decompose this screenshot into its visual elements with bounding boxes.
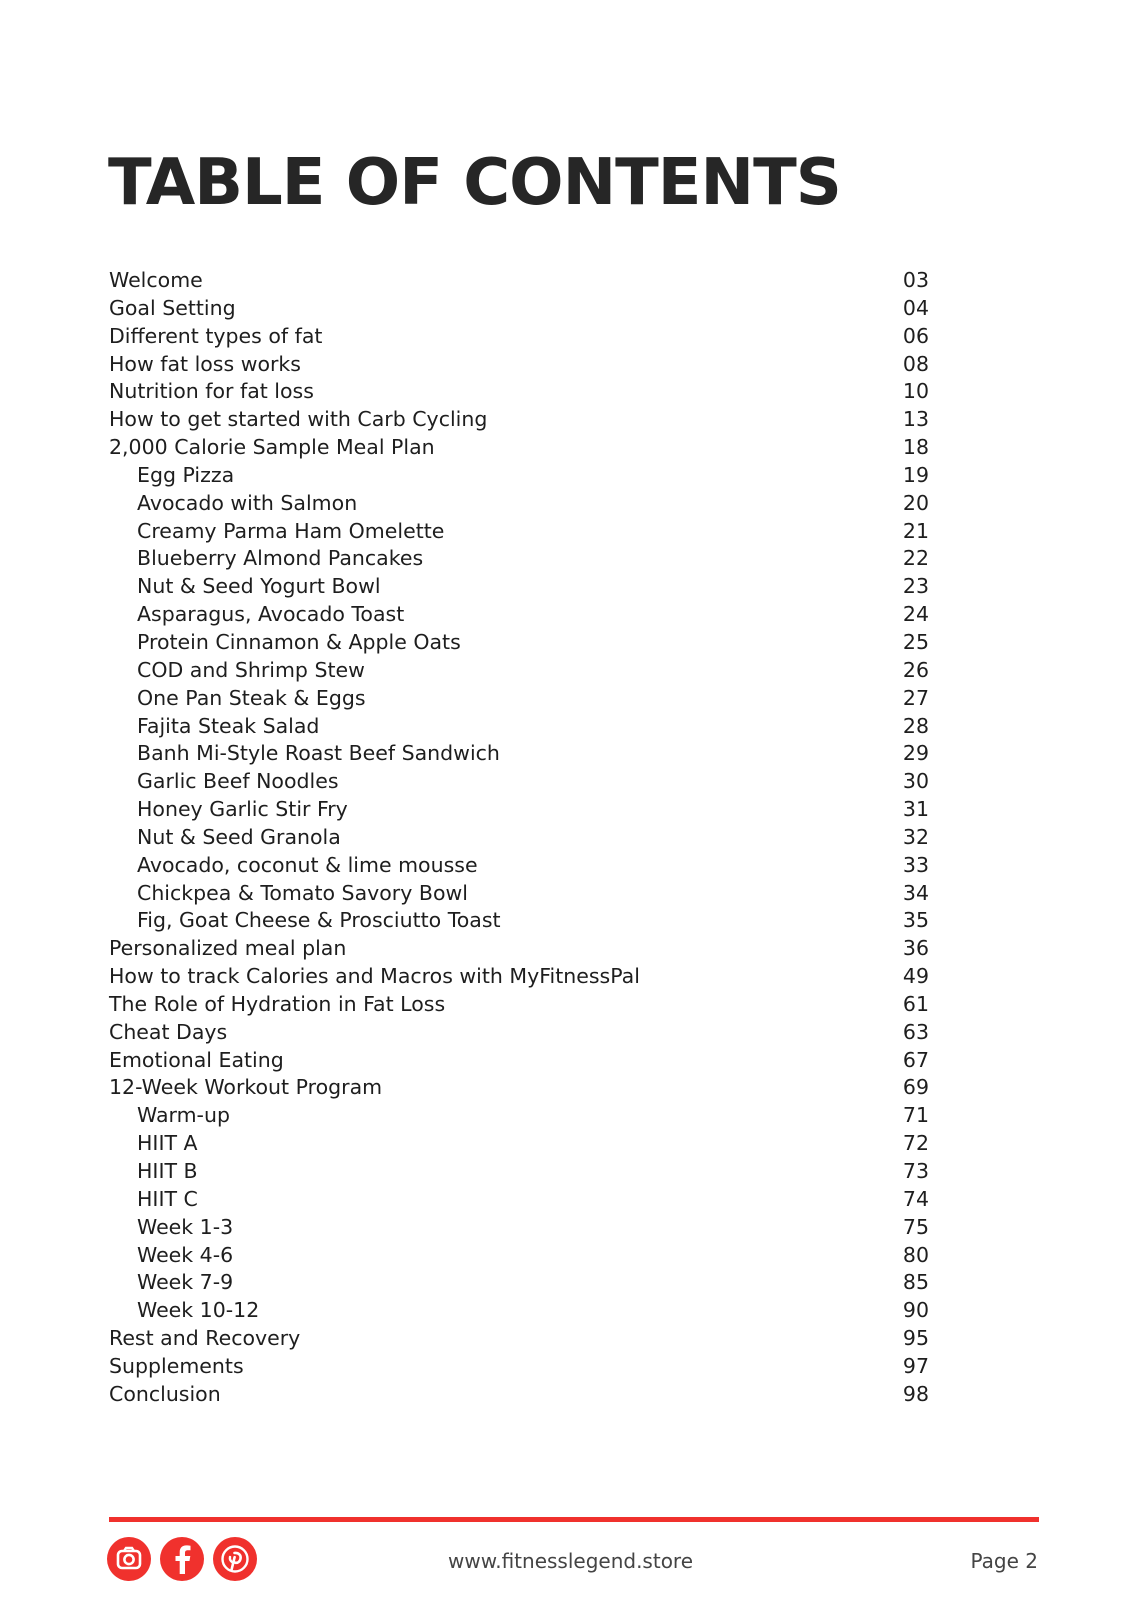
toc-entry-page: 85 [902,1270,929,1295]
toc-entry[interactable] [109,545,929,573]
toc-entry-page: 19 [902,462,929,487]
toc-entry[interactable] [109,852,929,880]
toc-entry-title: Egg Pizza [137,462,235,487]
toc-entry-title: Different types of fat [109,323,323,348]
toc-entry-page: 90 [902,1298,929,1323]
toc-entry-page: 28 [902,713,929,738]
toc-entry[interactable] [109,323,929,351]
toc-entry-title: 12-Week Workout Program [109,1075,383,1100]
toc-entry-title: HIIT C [137,1186,198,1211]
toc-entry-page: 18 [902,435,929,460]
toc-entry-page: 67 [902,1047,929,1072]
toc-entry[interactable] [109,1158,929,1186]
toc-entry-page: 21 [902,518,929,543]
toc-entry-title: Conclusion [109,1381,221,1406]
toc-entry-title: One Pan Steak & Eggs [137,685,366,710]
toc-entry[interactable] [109,1186,929,1214]
toc-entry-page: 20 [902,490,929,515]
toc-entry-title: Fig, Goat Cheese & Prosciutto Toast [137,908,501,933]
toc-entry-page: 23 [902,574,929,599]
toc-entry-page: 13 [902,407,929,432]
toc-entry-page: 98 [902,1381,929,1406]
toc-entry[interactable] [109,295,929,323]
toc-entry[interactable] [109,1381,929,1409]
toc-entry[interactable] [109,963,929,991]
toc-entry-page: 04 [902,295,929,320]
toc-entry[interactable] [109,490,929,518]
toc-entry-title: Avocado with Salmon [137,490,358,515]
toc-entry[interactable] [109,796,929,824]
toc-entry-title: Chickpea & Tomato Savory Bowl [137,880,468,905]
toc-entry-page: 03 [902,268,929,292]
toc-entry-title: Goal Setting [109,295,236,320]
toc-entry-title: Protein Cinnamon & Apple Oats [137,629,461,654]
toc-entry-title: Banh Mi-Style Roast Beef Sandwich [137,741,500,766]
toc-entry[interactable] [109,351,929,379]
toc-entry-title: Welcome [109,268,203,292]
toc-entry-title: Week 4-6 [137,1242,234,1267]
toc-entry-title: How fat loss works [109,351,301,376]
toc-entry-page: 71 [902,1103,929,1128]
toc-entry-title: 2,000 Calorie Sample Meal Plan [109,435,435,460]
toc-entry-page: 33 [902,852,929,877]
toc-entry[interactable] [109,462,929,490]
toc-entry-page: 36 [902,936,929,961]
toc-entry-page: 30 [902,769,929,794]
toc-entry-title: Nutrition for fat loss [109,379,314,404]
footer-website-url: www.fitnesslegend.store [447,1549,694,1573]
toc-entry-page: 49 [902,964,929,989]
toc-entry[interactable] [109,1353,929,1381]
toc-entry-title: Cheat Days [109,1019,228,1044]
toc-entry[interactable] [109,1269,929,1297]
toc-entry-title: Asparagus, Avocado Toast [137,602,405,627]
toc-entry-title: Personalized meal plan [109,936,347,961]
toc-entry[interactable] [109,1242,929,1270]
footer-page-number: Page 2 [970,1549,1038,1573]
toc-entry[interactable] [109,573,929,601]
toc-entry[interactable] [109,1074,929,1102]
toc-entry[interactable] [109,406,929,434]
toc-entry[interactable] [109,1019,929,1047]
toc-entry-title: Garlic Beef Noodles [137,769,339,794]
toc-entry[interactable] [109,768,929,796]
toc-entry[interactable] [109,518,929,546]
toc-entry-title: How to get started with Carb Cycling [109,407,488,432]
toc-entry-title: Honey Garlic Stir Fry [137,797,348,822]
toc-entry[interactable] [109,267,929,295]
toc-entry[interactable] [109,740,929,768]
toc-entry-page: 25 [902,629,929,654]
toc-entry[interactable] [109,629,929,657]
toc-entry-page: 97 [902,1353,929,1378]
toc-entry-title: Nut & Seed Yogurt Bowl [137,574,381,599]
toc-entry-title: Nut & Seed Granola [137,824,341,849]
toc-entry-title: Creamy Parma Ham Omelette [137,518,445,543]
toc-entry-page: 75 [902,1214,929,1239]
toc-entry-page: 80 [902,1242,929,1267]
toc-entry[interactable] [109,935,929,963]
toc-entry-page: 06 [902,323,929,348]
toc-entry-title: Week 7-9 [137,1270,234,1295]
toc-entry-title: How to track Calories and Macros with MyFitnessPal [109,964,640,989]
toc-entry-page: 34 [902,880,929,905]
toc-entry[interactable] [109,378,929,406]
toc-entry-title: COD and Shrimp Stew [137,657,365,682]
toc-entry-page: 24 [902,602,929,627]
toc-entry-title: Week 10-12 [137,1298,260,1323]
toc-entry-page: 74 [902,1186,929,1211]
toc-entry-title: The Role of Hydration in Fat Loss [109,991,446,1016]
toc-entry-page: 10 [902,379,929,404]
toc-entry[interactable] [109,434,929,462]
footer-divider [109,1517,1039,1522]
toc-entry-page: 35 [902,908,929,933]
page-title: TABLE OF CONTENTS [108,146,841,220]
toc-entry[interactable] [109,1102,929,1130]
toc-entry[interactable] [109,1325,929,1353]
toc-entry[interactable] [109,1297,929,1325]
toc-entry-page: 26 [902,657,929,682]
toc-entry-title: Emotional Eating [109,1047,284,1072]
toc-entry-page: 27 [902,685,929,710]
toc-list [109,267,929,1409]
toc-entry-title: HIIT A [137,1131,198,1156]
toc-entry[interactable] [109,907,929,935]
toc-entry-page: 31 [902,797,929,822]
toc-entry-page: 08 [902,351,929,376]
toc-entry[interactable] [109,1130,929,1158]
toc-entry[interactable] [109,657,929,685]
toc-entry-page: 29 [902,741,929,766]
toc-entry-title: Avocado, coconut & lime mousse [137,852,478,877]
toc-entry-title: Blueberry Almond Pancakes [137,546,424,571]
toc-entry-title: Week 1-3 [137,1214,234,1239]
toc-entry-title: Warm-up [137,1103,230,1128]
toc-entry-page: 32 [902,824,929,849]
toc-entry-page: 63 [902,1019,929,1044]
toc-entry[interactable] [109,824,929,852]
toc-entry[interactable] [109,880,929,908]
toc-entry-page: 69 [902,1075,929,1100]
toc-entry-page: 95 [902,1326,929,1351]
toc-entry-title: Supplements [109,1353,244,1378]
toc-entry[interactable] [109,1047,929,1075]
toc-entry-title: Rest and Recovery [109,1326,301,1351]
toc-entry-page: 72 [902,1131,929,1156]
toc-entry-title: HIIT B [137,1159,198,1183]
toc-entry[interactable] [109,1214,929,1242]
toc-entry[interactable] [109,713,929,741]
toc-entry[interactable] [109,685,929,713]
toc-entry-page: 73 [902,1159,929,1183]
toc-entry[interactable] [109,991,929,1019]
toc-entry[interactable] [109,601,929,629]
toc-entry-title: Fajita Steak Salad [137,713,320,738]
toc-entry-page: 22 [902,546,929,571]
toc-entry-page: 61 [902,991,929,1016]
